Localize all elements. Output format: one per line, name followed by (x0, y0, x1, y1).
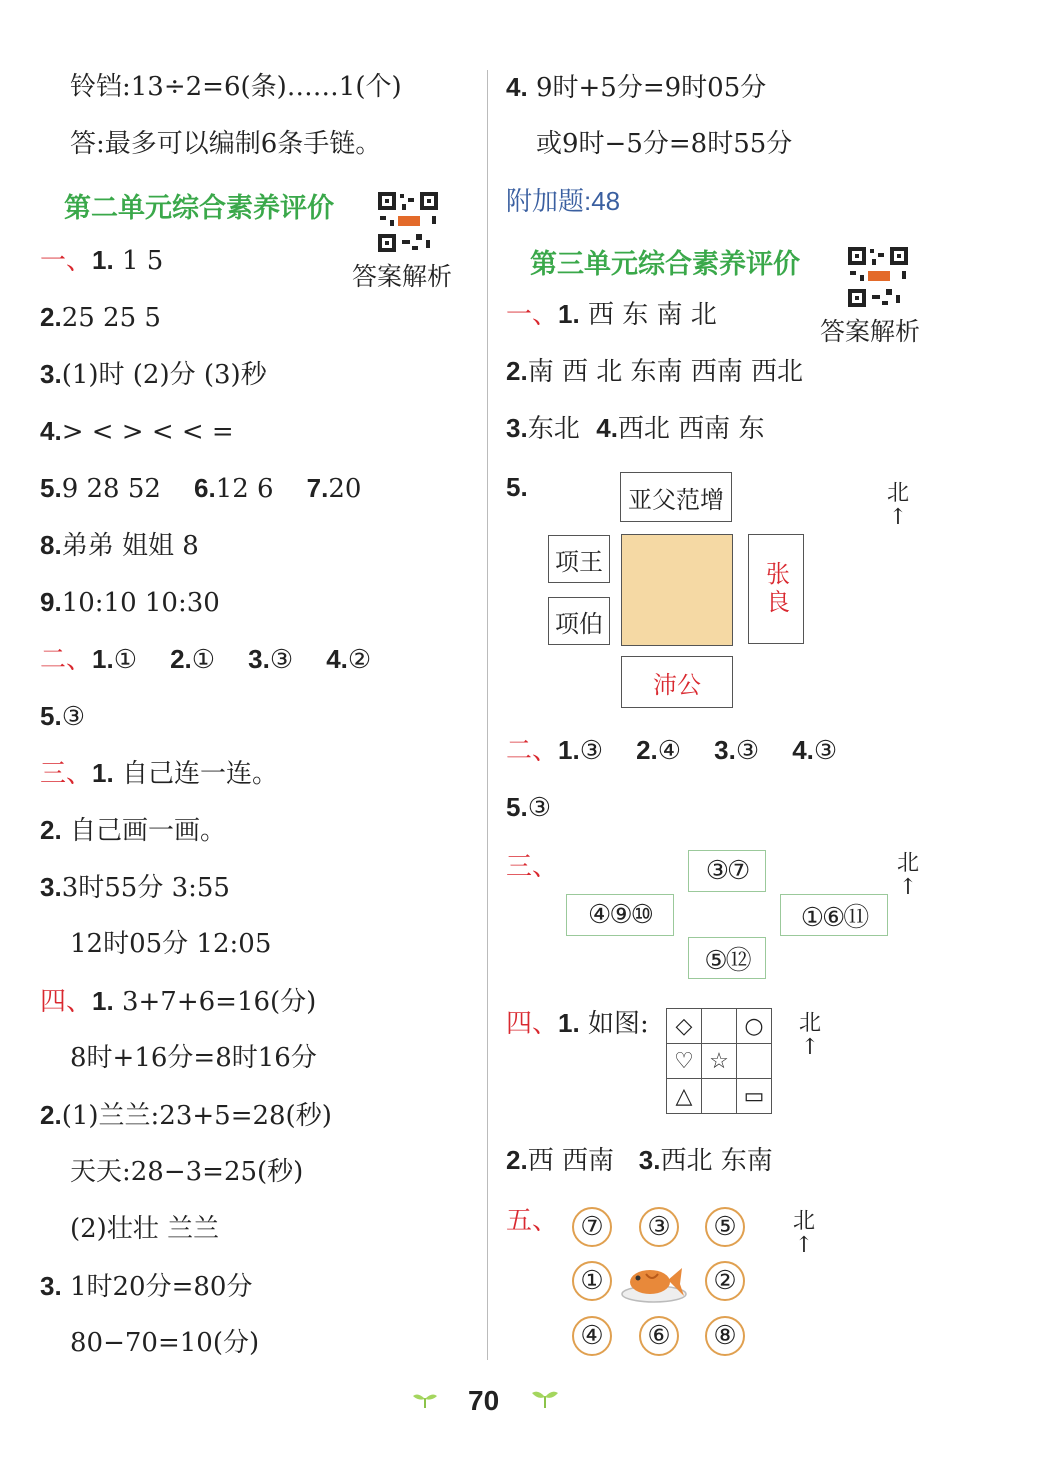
r-q4-answer: 9时+5分=9时05分 (535, 73, 767, 103)
north-indicator (798, 1012, 822, 1060)
s2-q5-num: 5. (40, 701, 62, 731)
s4-q1-answer-b: 8时+16分=8时16分 (70, 1043, 317, 1073)
s3-q3-answer: 3时55分 3:55 (61, 873, 230, 903)
r-q3-answer: 东北 (527, 414, 580, 444)
group-right: ①⑥⑪ (780, 894, 888, 936)
group-left: ④⑨⑩ (566, 894, 674, 936)
r-q1-num: 1. (558, 299, 580, 329)
q4-num: 4. (40, 416, 62, 446)
grid-cell: △ (667, 1079, 702, 1114)
seat-north: 亚父范增 (620, 472, 732, 522)
north-label: 北 (798, 1011, 821, 1036)
r-section-4-label: 四、 (506, 1009, 559, 1039)
q9-num: 9. (40, 587, 62, 617)
s4-q2-answer: (1)兰兰:23+5=28(秒) (61, 1101, 332, 1131)
column-divider (487, 70, 488, 1360)
r-section-3-label: 三、 (506, 852, 559, 882)
s4-q2-num: 2. (40, 1100, 62, 1130)
north-label: 北 (896, 851, 919, 876)
s2-q2-num: 2. (170, 644, 192, 674)
sprout-icon (530, 1388, 560, 1410)
circle-number: ⑧ (705, 1316, 745, 1356)
r-s4-q2-answer: 西 西南 (527, 1146, 614, 1176)
q6-answer: 12 6 (215, 474, 274, 504)
r-q4-num: 4. (506, 72, 528, 102)
line-answer: 答:最多可以编制6条手链。 (70, 129, 382, 159)
q6-num: 6. (194, 473, 216, 503)
s4-q1-num: 1. (92, 986, 114, 1016)
shape-grid (666, 1008, 772, 1114)
r-q4b-num: 4. (596, 413, 618, 443)
grid-cell (702, 1079, 737, 1114)
s4-q3-answer-b: 80−70=10(分) (70, 1328, 260, 1358)
q1-num: 1. (92, 245, 114, 275)
s2-q5-answer: ③ (61, 702, 85, 732)
qr-code-icon[interactable] (846, 245, 910, 309)
s3-q2-answer: 自己画一画。 (69, 816, 226, 846)
s4-q3-answer: 1时20分=80分 (69, 1272, 253, 1302)
arrow-up-icon: ↑ (794, 1233, 814, 1258)
qr-caption: 答案解析 (820, 317, 921, 346)
table (621, 534, 733, 646)
section-4-label: 四、 (40, 987, 93, 1017)
s3-q1-num: 1. (92, 758, 114, 788)
qr-code-icon[interactable] (376, 190, 440, 254)
s3-q3-num: 3. (40, 872, 62, 902)
s2-q1-num: 1. (92, 644, 114, 674)
unit2-title: 第二单元综合素养评价 (64, 193, 334, 223)
s2-q3-answer: ③ (269, 645, 294, 675)
circle-number: ⑤ (705, 1207, 745, 1247)
grid-cell (702, 1009, 737, 1044)
unit3-title: 第三单元综合素养评价 (530, 249, 800, 279)
north-label: 北 (792, 1209, 815, 1234)
fish-dish-icon (620, 1252, 688, 1304)
r-section-1-label: 一、 (506, 300, 559, 330)
q7-num: 7. (306, 473, 329, 503)
q2-num: 2. (40, 302, 62, 332)
r-q2-answer: 南 西 北 东南 西南 西北 (527, 357, 804, 387)
r-section-2-label: 二、 (506, 736, 559, 766)
r-s2-q3-answer: ③ (735, 736, 760, 766)
s2-q3-num: 3. (248, 644, 270, 674)
section-1-label: 一、 (40, 246, 93, 276)
r-s2-q1-num: 1. (558, 735, 580, 765)
seat-west-1: 项王 (548, 535, 610, 583)
r-s4-q2-num: 2. (506, 1145, 528, 1175)
r-q2-num: 2. (506, 356, 528, 386)
north-indicator (896, 852, 920, 900)
circle-number: ⑦ (572, 1207, 612, 1247)
section-2-label: 二、 (40, 645, 93, 675)
r-s4-q3-answer: 西北 东南 (660, 1146, 773, 1176)
seat-west-2: 项伯 (548, 597, 610, 645)
s3-q1-answer: 自己连一连。 (121, 759, 278, 789)
grid-cell: ▭ (737, 1079, 772, 1114)
grid-cell (737, 1044, 772, 1079)
r-q1-answer: 西 东 南 北 (587, 300, 717, 330)
q8-num: 8. (40, 530, 62, 560)
circle-number: ④ (572, 1316, 612, 1356)
q5-num: 5. (40, 473, 62, 503)
q9-answer: 10:10 10:30 (61, 588, 220, 618)
r-section-5-label: 五、 (506, 1206, 559, 1236)
s4-q2-answer-b: 天天:28−3=25(秒) (70, 1157, 304, 1187)
page-number: 70 (468, 1385, 500, 1416)
r-s2-q2-num: 2. (636, 735, 658, 765)
grid-cell: ○ (737, 1009, 772, 1044)
r-s2-q4-num: 4. (792, 735, 814, 765)
extra-question: 附加题:48 (506, 186, 621, 216)
seat-south: 沛公 (621, 656, 733, 708)
q1-answer: 1 5 (121, 246, 164, 276)
r-s2-q1-answer: ③ (579, 736, 604, 766)
group-top: ③⑦ (688, 850, 766, 892)
r-s2-q2-answer: ④ (657, 736, 682, 766)
r-s4-q3-num: 3. (638, 1145, 661, 1175)
north-indicator (886, 482, 910, 530)
r-s4-q1-answer: 如图: (587, 1009, 649, 1039)
north-indicator (792, 1210, 816, 1258)
circle-number: ③ (639, 1207, 679, 1247)
seat-east: 张良 (748, 534, 804, 644)
q4-answer: > < > < < = (61, 417, 234, 447)
arrow-up-icon: ↑ (898, 875, 918, 900)
q2-answer: 25 25 5 (61, 303, 161, 333)
circle-number: ① (572, 1261, 612, 1301)
r-s4-q1-num: 1. (558, 1008, 580, 1038)
q7-answer: 20 (328, 474, 362, 504)
s4-q3-num: 3. (40, 1271, 62, 1301)
north-label: 北 (886, 481, 909, 506)
sprout-icon (410, 1390, 440, 1410)
r-s2-q5-num: 5. (506, 792, 528, 822)
arrow-up-icon: ↑ (888, 505, 908, 530)
group-bottom: ⑤⑫ (688, 937, 766, 979)
r-s2-q4-answer: ③ (813, 736, 838, 766)
q3-answer: (1)时 (2)分 (3)秒 (61, 360, 267, 390)
r-s2-q3-num: 3. (714, 735, 736, 765)
s3-q3-answer-b: 12时05分 12:05 (70, 929, 272, 959)
section-3-label: 三、 (40, 759, 93, 789)
r-q5-num: 5. (506, 472, 528, 502)
q8-answer: 弟弟 姐姐 8 (61, 531, 199, 561)
qr-caption: 答案解析 (352, 262, 453, 291)
s4-q1-answer: 3+7+6=16(分) (121, 987, 317, 1017)
circle-number: ② (705, 1261, 745, 1301)
r-q3-num: 3. (506, 413, 528, 443)
circle-number: ⑥ (639, 1316, 679, 1356)
s2-q2-answer: ① (191, 645, 216, 675)
r-s2-q5-answer: ③ (527, 793, 551, 823)
q3-num: 3. (40, 359, 62, 389)
s2-q1-answer: ① (113, 645, 138, 675)
s4-q2-answer-c: (2)壮壮 兰兰 (70, 1214, 220, 1244)
q5-answer: 9 28 52 (61, 474, 161, 504)
arrow-up-icon: ↑ (800, 1035, 820, 1060)
s2-q4-answer: ② (347, 645, 372, 675)
grid-cell: ☆ (702, 1044, 737, 1079)
grid-cell: ◇ (667, 1009, 702, 1044)
grid-cell: ♡ (667, 1044, 702, 1079)
r-q4-answer-b: 或9时−5分=8时55分 (536, 129, 793, 159)
r-q4b-answer: 西北 西南 东 (617, 414, 765, 444)
line-bells: 铃铛:13÷2=6(条)……1(个) (70, 72, 402, 102)
s2-q4-num: 4. (326, 644, 348, 674)
s3-q2-num: 2. (40, 815, 62, 845)
